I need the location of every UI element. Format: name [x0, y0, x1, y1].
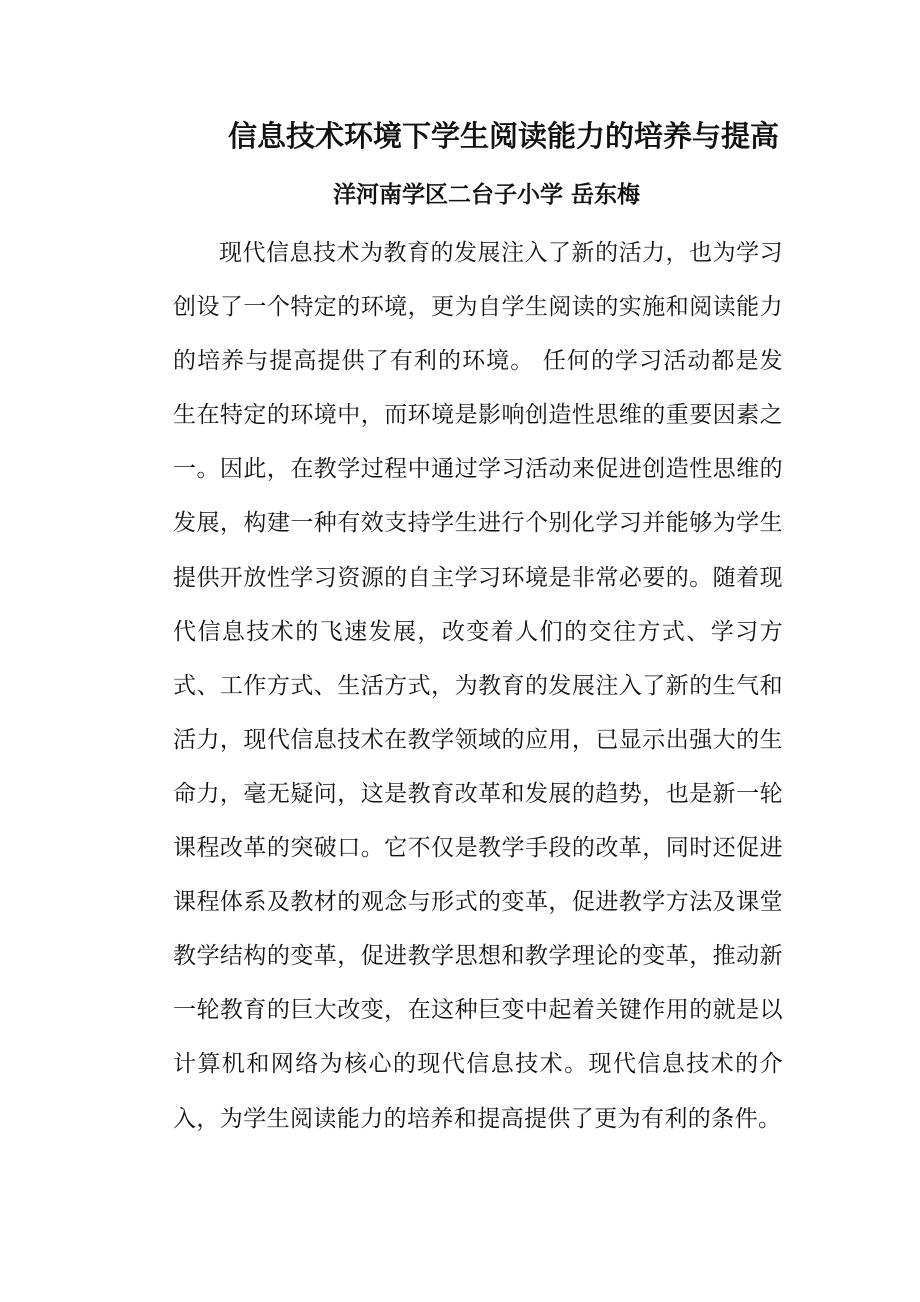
body-paragraph: 现代信息技术为教育的发展注入了新的活力，也为学习创设了一个特定的环境，更为自学生阅读的实施和阅读能力的培养与提高提供了有利的环境。 任何的学习活动都是发生在特定的环境中，而环境是影响创造性思维的重要因素之一。因此，在教学过程中通过学习活动来促进创造性思维的发展，构建一种有效支持学生进行个别化学习并能够为学生提供开放性学习资源的自主学习环境是非常必要的。随着现代信息技术的飞速发展，改变着人们的交往方式、学习方式、工作方式、生活方式，为教育的发展注入了新的生气和活力，现代信息技术在教学领域的应用，已显示出强大的生命力，毫无疑问，这是教育改革和发展的趋势，也是新一轮课程改革的突破口。它不仅是教学手段的改革，同时还促进课程体系及教材的观念与形式的变革，促进教学方法及课堂教学结构的变革，促进教学思想和教学理论的变革，推动新一轮教育的巨大改变，在这种巨变中起着关键作用的就是以计算机和网络为核心的现代信息技术。现代信息技术的介入，为学生阅读能力的培养和提高提供了更为有利的条件。	[173, 240, 783, 1132]
document-title: 信息技术环境下学生阅读能力的培养与提高	[228, 119, 780, 153]
author-byline: 洋河南学区二台子小学 岳东梅	[333, 181, 641, 208]
